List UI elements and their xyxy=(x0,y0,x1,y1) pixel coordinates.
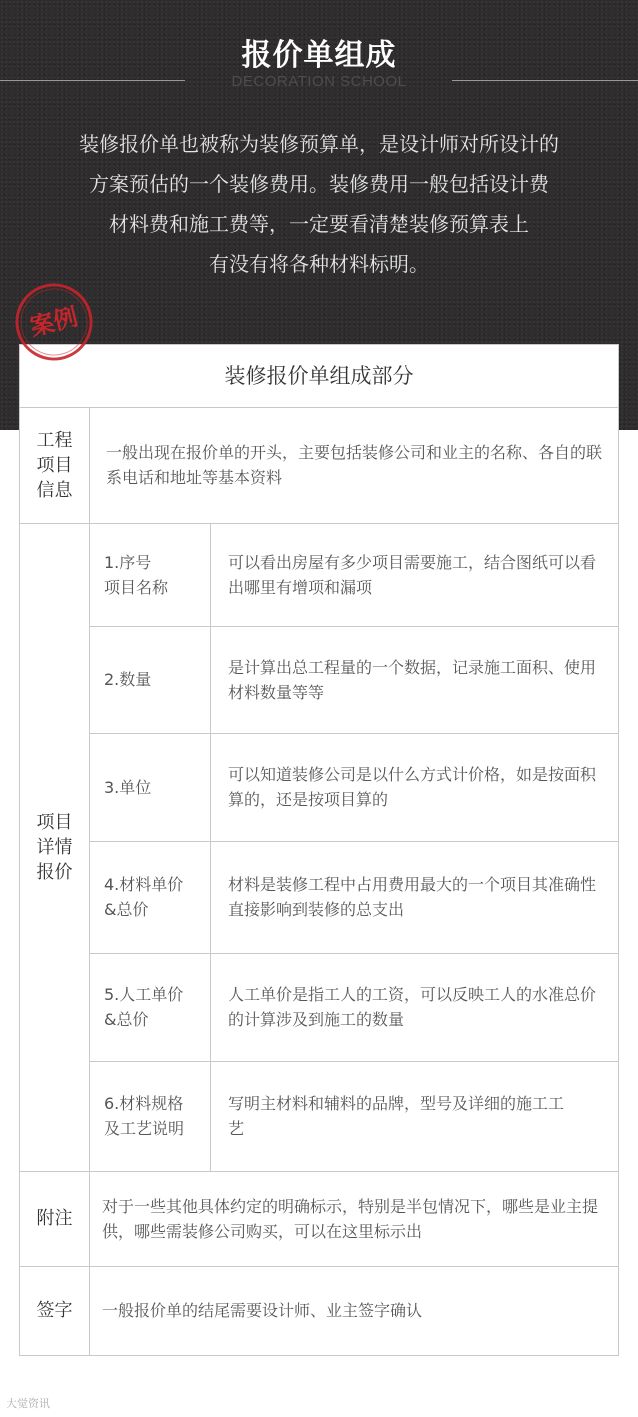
notes-label: 附注 xyxy=(36,1208,73,1229)
project-details-label: 项目详情报价 xyxy=(36,811,73,883)
stamp-text: 案例 xyxy=(27,301,81,342)
notes-desc: 对于一些其他具体约定的明确标示，特别是半包情况下，哪些是业主提供，哪些需装修公司购买，可以在这里标示出 xyxy=(102,1196,599,1241)
signature-desc: 一般报价单的结尾需要设计师、业主签字确认 xyxy=(102,1301,423,1320)
column-divider xyxy=(210,523,211,1171)
detail-item-name: 5.人工单价 &总价 xyxy=(104,985,184,1029)
watermark-logo: 大觉资讯 xyxy=(6,1398,50,1410)
detail-item-desc: 写明主材料和辅料的品牌，型号及详细的施工工艺 xyxy=(228,1094,565,1138)
detail-item-desc: 可以看出房屋有多少项目需要施工，结合图纸可以看出哪里有增项和漏项 xyxy=(228,552,597,597)
detail-item-name: 1.序号 项目名称 xyxy=(104,552,169,597)
intro-paragraph xyxy=(40,124,598,284)
detail-item-desc: 是计算出总工程量的一个数据，记录施工面积、使用材料数量等等 xyxy=(228,657,597,702)
intro-line: 有没有将各种材料标明。 xyxy=(209,252,429,276)
signature-label: 签字 xyxy=(36,1300,73,1321)
detail-item-name: 3.单位 xyxy=(104,777,152,797)
page-title: 报价单组成 xyxy=(241,38,397,73)
page-subtitle: DECORATION SCHOOL xyxy=(231,73,407,90)
detail-item-desc: 材料是装修工程中占用费用最大的一个项目其准确性直接影响到装修的总支出 xyxy=(228,875,597,919)
quote-table xyxy=(19,344,619,1356)
intro-line: 方案预估的一个装修费用。装修费用一般包括设计费 xyxy=(89,172,549,196)
detail-item-desc: 人工单价是指工人的工资，可以反映工人的水准总价的计算涉及到施工的数量 xyxy=(228,985,597,1029)
detail-item-name: 6.材料规格 及工艺说明 xyxy=(104,1094,185,1138)
intro-line: 材料费和施工费等，一定要看清楚装修预算表上 xyxy=(109,212,529,236)
engineering-info-desc: 一般出现在报价单的开头，主要包括装修公司和业主的名称、各自的联系电话和地址等基本资料 xyxy=(106,443,603,487)
intro-line: 装修报价单也被称为装修预算单，是设计师对所设计的 xyxy=(79,132,559,156)
detail-item-desc: 可以知道装修公司是以什么方式计价格，如是按面积算的，还是按项目算的 xyxy=(228,765,597,809)
detail-item-name: 4.材料单价 &总价 xyxy=(104,875,184,919)
engineering-info-label: 工程项目信息 xyxy=(36,429,73,501)
column-divider xyxy=(89,407,90,1355)
detail-item-name: 2.数量 xyxy=(104,670,152,689)
table-title: 装修报价单组成部分 xyxy=(20,345,618,408)
